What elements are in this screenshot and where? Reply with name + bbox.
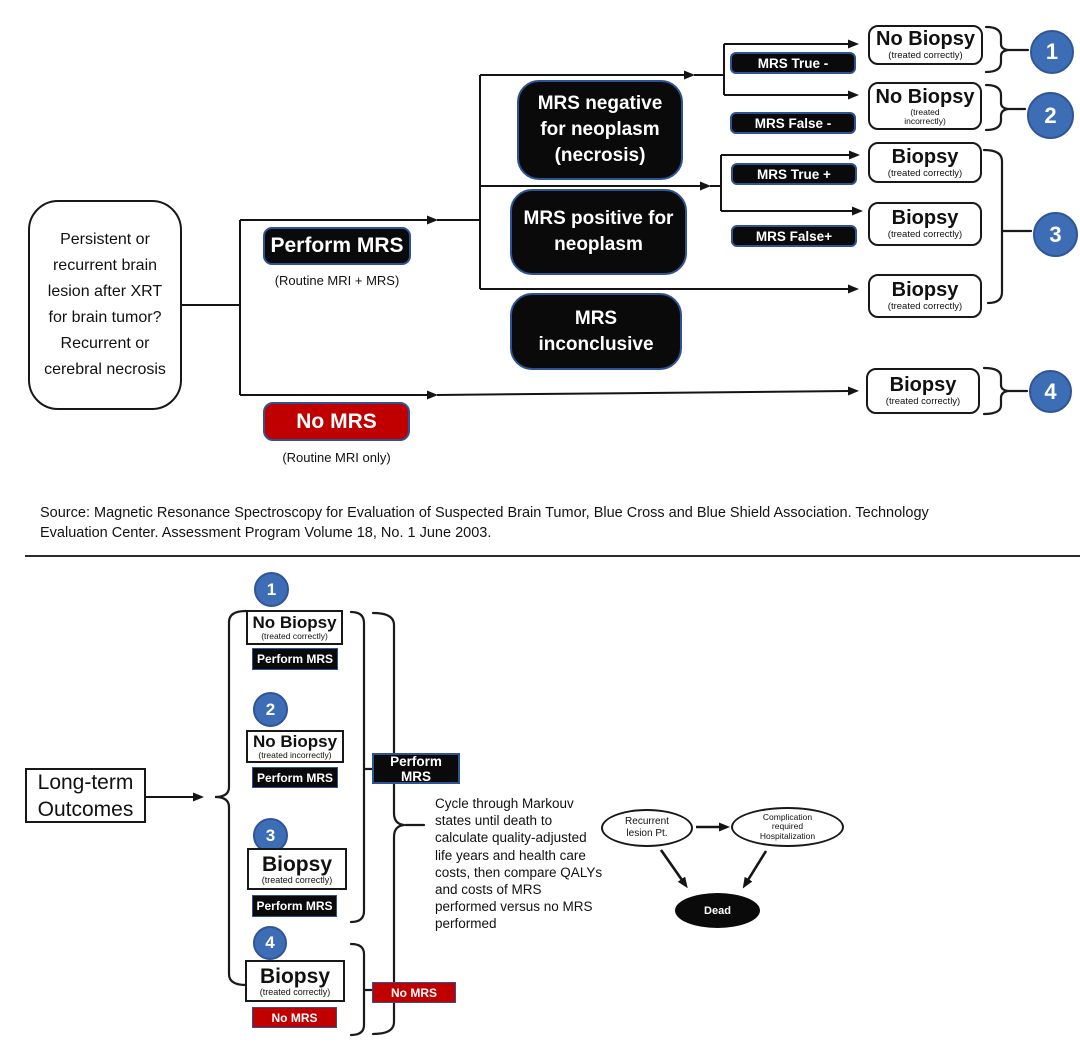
root-question-line: cerebral necrosis [44,361,166,378]
outcome-no-biopsy-correct-box: No Biopsy (treated correctly) [868,25,983,65]
item-2-tag: Perform MRS [252,767,338,788]
root-question-line: recurrent brain [52,257,158,274]
item-4-number: 4 [253,926,287,960]
pathway-number-2: 2 [1027,92,1074,139]
group-label-no-mrs: No MRS [372,982,456,1003]
root-question-box [28,200,182,410]
mrs-false-negative-node: MRS False - [730,112,856,134]
source-citation: Source: Magnetic Resonance Spectroscopy for Evaluation of Suspected Brain Tumor, Blue Cross and Blue Shield Association. Technology Evaluation Center. Assessment Program Volume 18, No. 1 June 2003. [40,505,929,541]
outcome-no-biopsy-incorrect-box: No Biopsy (treated incorrectly) [868,82,982,130]
item-2-number: 2 [253,692,288,727]
item-4-tag: No MRS [252,1007,337,1028]
outcome-biopsy-false-pos-box: Biopsy (treated correctly) [868,202,982,246]
item-3-number: 3 [253,818,288,853]
item-1-tag: Perform MRS [252,648,338,670]
outcome-biopsy-no-mrs-box: Biopsy (treated correctly) [866,368,980,414]
pathway-number-1: 1 [1030,30,1074,74]
mrs-inconclusive-node: MRS inconclusive [510,293,682,370]
mrs-false-positive-node: MRS False+ [731,225,857,247]
pathway-number-3: 3 [1033,212,1078,257]
mrs-true-positive-node: MRS True + [731,163,857,185]
perform-mrs-caption: (Routine MRI + MRS) [274,272,400,288]
item-1-box: No Biopsy (treated correctly) [246,610,343,645]
root-question-line: Persistent or [60,231,150,248]
item-4-box: Biopsy (treated correctly) [245,960,345,1002]
perform-mrs-node: Perform MRS [263,227,411,265]
item-2-box: No Biopsy (treated incorrectly) [246,730,344,763]
pathway-number-4: 4 [1029,370,1072,413]
long-term-outcomes-box: Long-term Outcomes [25,768,146,823]
markov-note: Cycle through Markouv states until death to calculate quality-adjusted life years and health care costs, then compare QALYs and costs of MRS performed versus no MRS performed [435,796,603,932]
item-3-tag: Perform MRS [252,895,337,917]
mrs-true-negative-node: MRS True - [730,52,856,74]
root-question-line: lesion after XRT [47,283,163,300]
root-question-line: Recurrent or [60,335,150,352]
outcome-biopsy-inconclusive-box: Biopsy (treated correctly) [868,274,982,318]
item-3-box: Biopsy (treated correctly) [247,848,347,890]
markov-state-complication: Complication required Hospitalization [731,807,844,847]
item-1-number: 1 [254,572,289,607]
no-mrs-node: No MRS [263,402,410,441]
outcome-biopsy-true-pos-box: Biopsy (treated correctly) [868,142,982,183]
root-question-line: for brain tumor? [48,309,162,326]
no-mrs-caption: (Routine MRI only) [282,449,391,465]
mrs-negative-node: MRS negative for neoplasm (necrosis) [517,80,683,180]
markov-state-recurrent: Recurrent lesion Pt. [601,809,693,847]
mrs-positive-node: MRS positive for neoplasm [510,189,687,275]
group-label-perform-mrs: Perform MRS [372,753,460,784]
markov-state-dead: Dead [675,893,760,928]
